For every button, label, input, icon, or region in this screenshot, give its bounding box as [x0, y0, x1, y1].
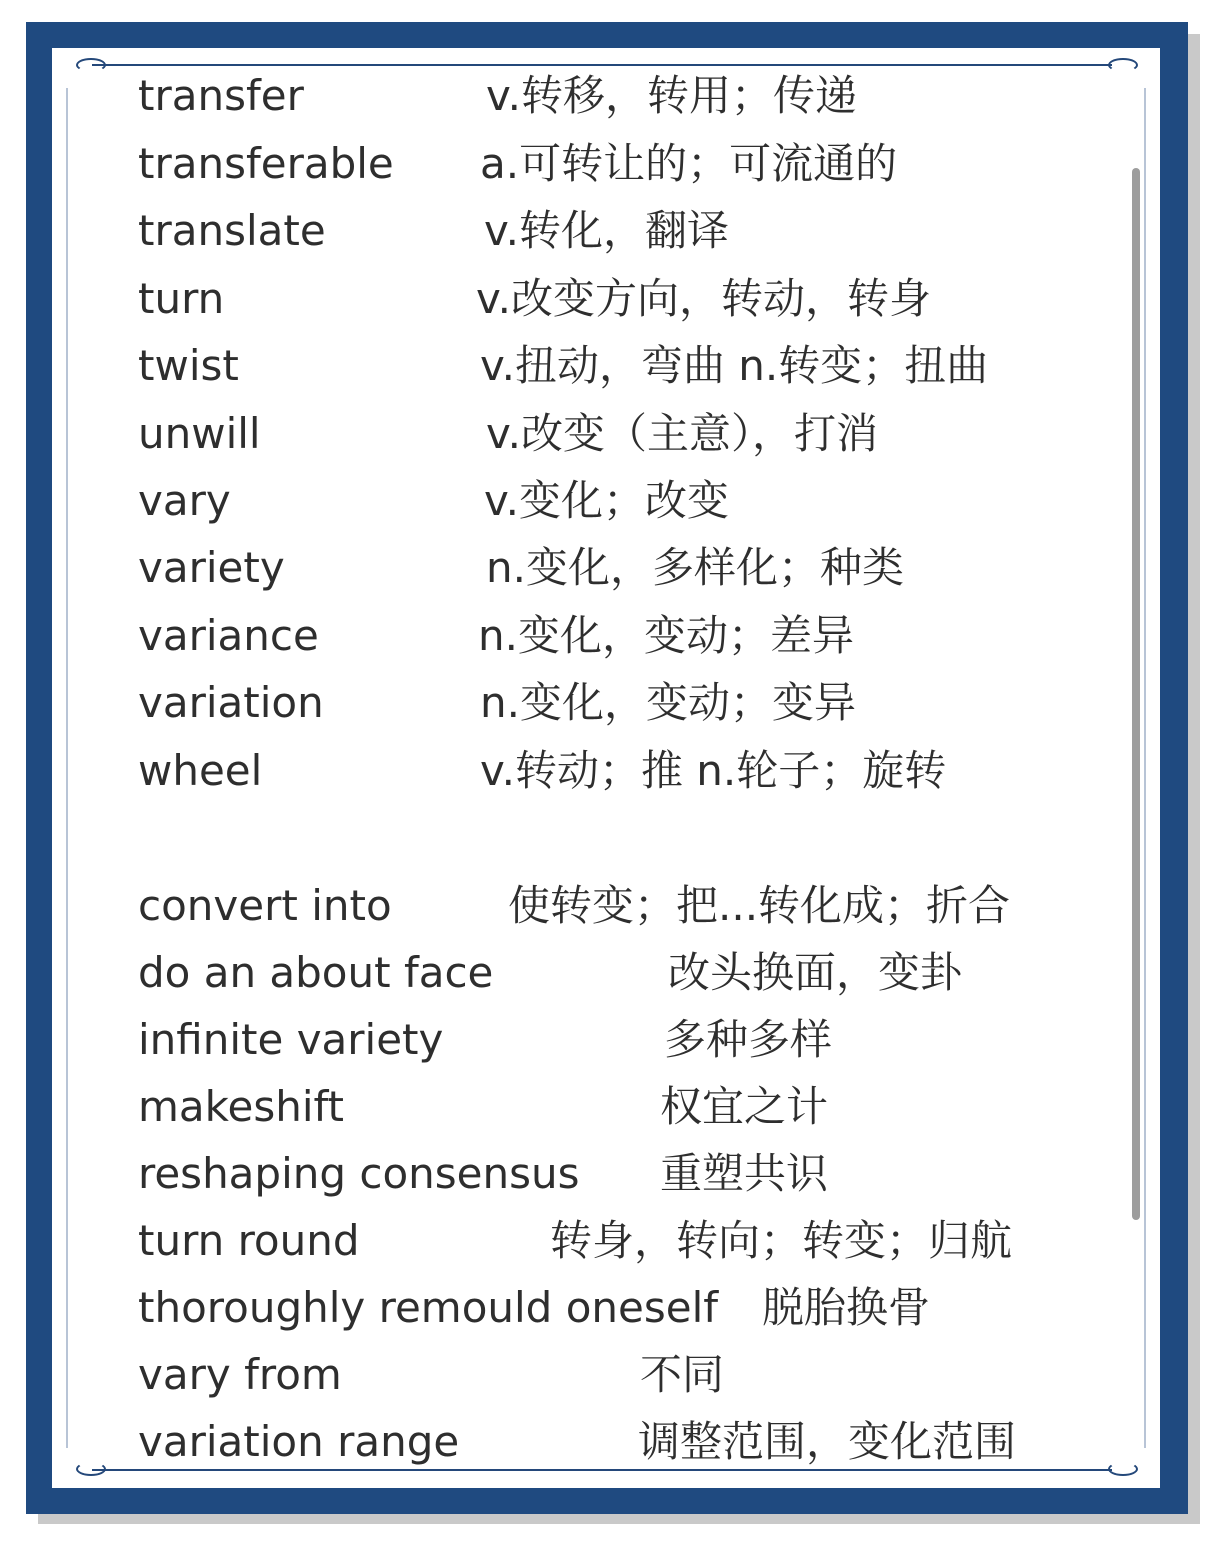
word-row	[52, 66, 1160, 126]
word-row	[52, 134, 1160, 194]
phrase-row	[52, 1010, 1160, 1070]
word-definition: v.扭动，弯曲 n.转变；扭曲	[480, 341, 989, 390]
word-term: twist	[138, 341, 239, 390]
phrase-row	[52, 1412, 1160, 1472]
word-term: variation	[138, 678, 324, 727]
phrase-term: turn round	[138, 1216, 360, 1265]
word-row	[52, 471, 1160, 531]
phrase-definition: 多种多样	[664, 1015, 833, 1064]
phrase-definition: 脱胎换骨	[762, 1283, 931, 1332]
word-row	[52, 538, 1160, 598]
phrase-definition: 调整范围，变化范围	[638, 1417, 1017, 1466]
word-definition: v.转移，转用；传递	[486, 71, 857, 120]
phrase-row	[52, 1211, 1160, 1271]
phrase-definition: 不同	[640, 1350, 725, 1399]
phrase-row	[52, 943, 1160, 1003]
word-term: variance	[138, 611, 319, 660]
word-row	[52, 201, 1160, 261]
phrase-row	[52, 1077, 1160, 1137]
phrase-row	[52, 1278, 1160, 1338]
word-term: wheel	[138, 746, 263, 795]
phrase-definition: 重塑共识	[660, 1149, 829, 1198]
word-definition: v.改变（主意），打消	[486, 409, 878, 458]
word-term: translate	[138, 206, 326, 255]
phrase-definition: 权宜之计	[660, 1082, 829, 1131]
phrase-term: convert into	[138, 881, 392, 930]
word-definition: v.转动；推 n.轮子；旋转	[480, 746, 947, 795]
word-definition: a.可转让的；可流通的	[480, 139, 898, 188]
word-row	[52, 404, 1160, 464]
phrase-row	[52, 876, 1160, 936]
word-term: turn	[138, 274, 225, 323]
word-term: transferable	[138, 139, 394, 188]
phrase-term: reshaping consensus	[138, 1149, 580, 1198]
word-definition: n.变化，多样化；种类	[486, 543, 904, 592]
vocabulary-list	[52, 48, 1160, 1488]
phrase-row	[52, 1345, 1160, 1405]
word-row	[52, 269, 1160, 329]
phrase-row	[52, 1144, 1160, 1204]
word-row	[52, 336, 1160, 396]
phrase-term: infinite variety	[138, 1015, 444, 1064]
phrase-definition: 转身，转向；转变；归航	[550, 1216, 1013, 1265]
phrase-term: makeshift	[138, 1082, 345, 1131]
phrase-definition: 使转变；把...转化成；折合	[508, 881, 1011, 930]
phrase-term: variation range	[138, 1417, 460, 1466]
vocabulary-card	[52, 48, 1160, 1488]
word-term: variety	[138, 543, 285, 592]
phrase-term: do an about face	[138, 948, 494, 997]
word-row	[52, 673, 1160, 733]
word-term: transfer	[138, 71, 304, 120]
word-definition: v.改变方向，转动，转身	[476, 274, 931, 323]
word-term: vary	[138, 476, 231, 525]
word-row	[52, 741, 1160, 801]
word-definition: n.变化，变动；变异	[480, 678, 856, 727]
word-row	[52, 606, 1160, 666]
word-definition: v.变化；改变	[484, 476, 729, 525]
word-term: unwill	[138, 409, 261, 458]
word-definition: v.转化，翻译	[484, 206, 729, 255]
word-definition: n.变化，变动；差异	[478, 611, 854, 660]
phrase-term: thoroughly remould oneself	[138, 1283, 719, 1332]
phrase-term: vary from	[138, 1350, 342, 1399]
phrase-definition: 改头换面，变卦	[668, 948, 963, 997]
